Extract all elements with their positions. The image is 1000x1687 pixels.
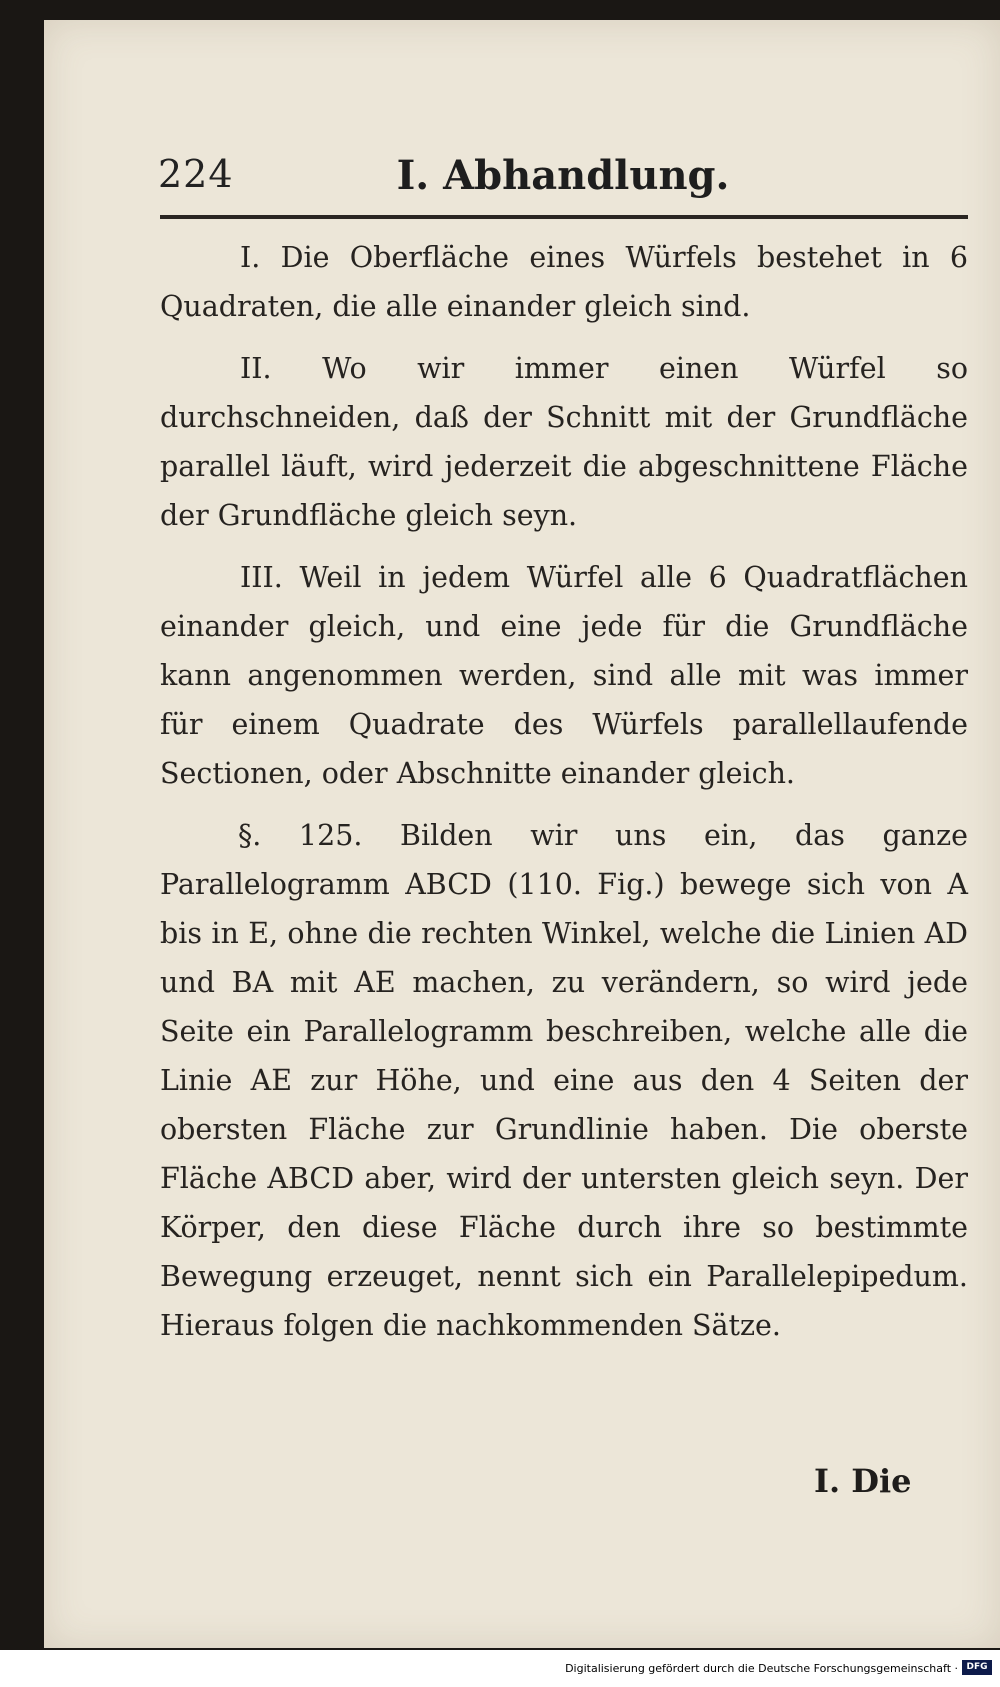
dfg-logo-icon: DFG [962,1660,992,1675]
running-title: I. Abhandlung. [396,152,730,199]
funding-credit: Digitalisierung gefördert durch die Deutsche Forschungsgemeinschaft · [565,1662,958,1675]
digitization-footer [0,1650,1000,1687]
paragraph-section-125: §. 125. Bilden wir uns ein, das ganze Parallelogramm ABCD (110. Fig.) bewege sich von A bis in E, ohne die rechten Winkel, welche die Linien AD und BA mit AE machen, zu verändern, so wird jede Seite ein Parallelogramm beschreiben, welche alle die Linie AE zur Höhe, und eine aus den 4 Seiten der obersten Fläche zur Grundlinie haben. Die oberste Fläche ABCD aber, wird der untersten gleich seyn. Der Körper, den diese Fläche durch ihre so bestimmte Bewegung erzeuget, nennt sich ein Parallelepipedum. Hieraus folgen die nachkommenden Sätze. [160,819,968,1342]
body-text [160,233,968,1350]
paragraph-3: III. Weil in jedem Würfel alle 6 Quadratflächen einander gleich, und eine jede für die Grundfläche kann angenommen werden, sind alle mit was immer für einem Quadrate des Würfels parallellaufende Sectionen, oder Abschnitte einander gleich. [160,561,968,790]
header-rule [160,215,968,219]
catchword: I. Die [814,1462,912,1500]
page-content [44,20,1000,1648]
paragraph-1: I. Die Oberfläche eines Würfels bestehet in 6 Quadraten, die alle einander gleich sind. [160,241,968,323]
page-number: 224 [158,152,234,196]
page-header [158,152,968,212]
paragraph-2: II. Wo wir immer einen Würfel so durchschneiden, daß der Schnitt mit der Grundfläche parallel läuft, wird jederzeit die abgeschnittene Fläche der Grundfläche gleich seyn. [160,352,968,532]
book-page [44,20,1000,1648]
